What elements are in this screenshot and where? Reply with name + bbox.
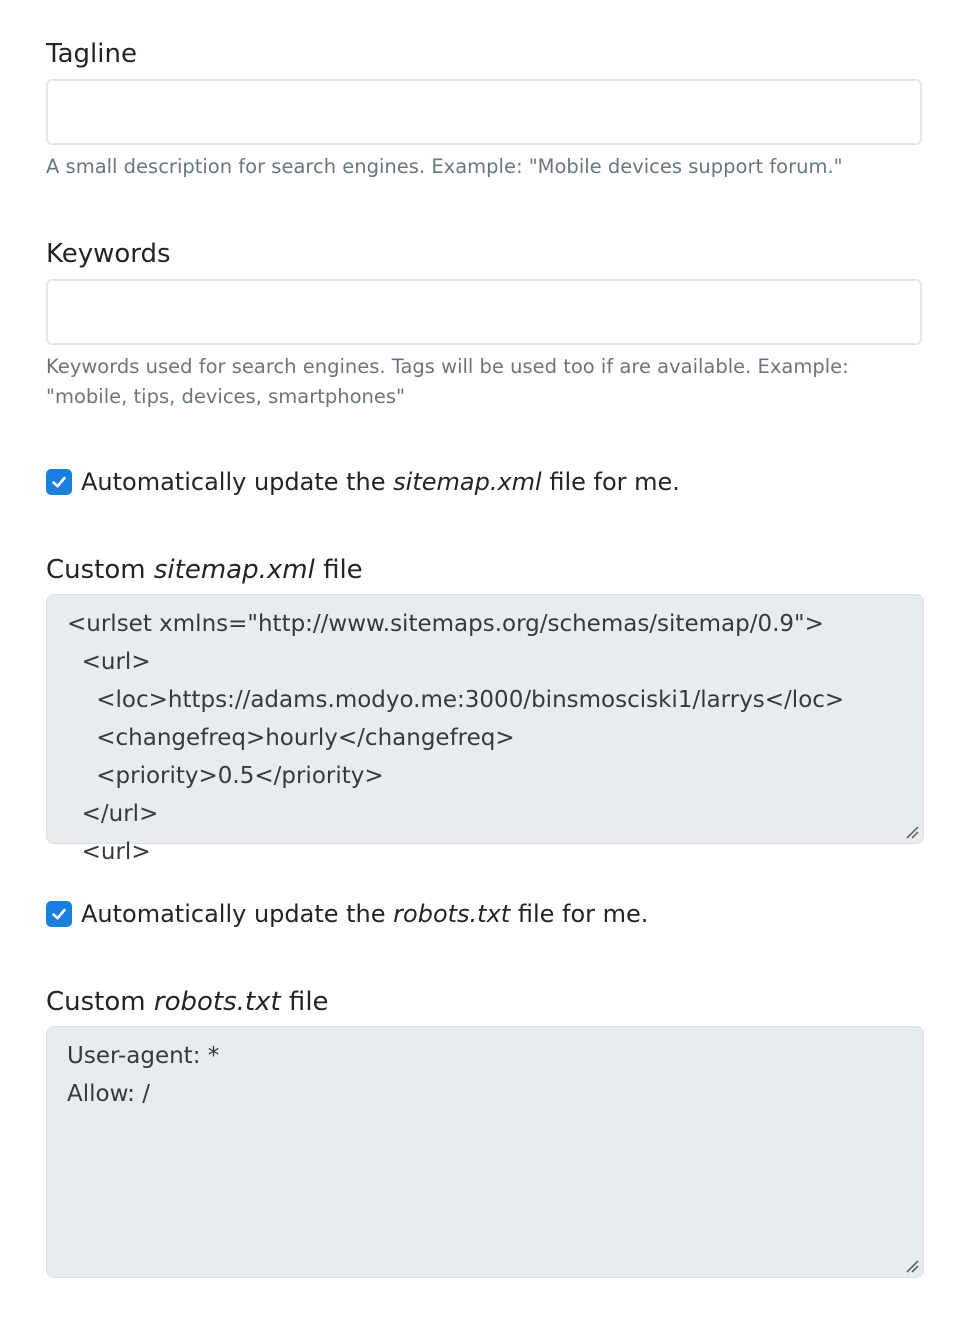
sitemap-line: <url> <box>67 839 151 865</box>
robots-label-after: file <box>280 987 329 1017</box>
robots-auto-text-before: Automatically update the <box>81 900 394 928</box>
sitemap-auto-label <box>81 467 680 497</box>
robots-auto-text-after: file for me. <box>510 900 649 928</box>
keywords-input[interactable] <box>46 279 922 345</box>
robots-label-before: Custom <box>46 987 154 1017</box>
robots-auto-row[interactable] <box>46 899 648 929</box>
checkmark-icon <box>50 905 68 923</box>
sitemap-label-after: file <box>314 555 363 585</box>
tagline-label: Tagline <box>46 39 137 69</box>
sitemap-line: <loc>https://adams.modyo.me:3000/binsmosciski1/larrys</loc> <box>67 687 845 713</box>
sitemap-custom-label <box>46 554 363 586</box>
sitemap-textarea[interactable] <box>46 594 924 865</box>
sitemap-auto-file: sitemap.xml <box>393 468 542 496</box>
sitemap-line: <priority>0.5</priority> <box>67 763 384 789</box>
sitemap-auto-text-before: Automatically update the <box>81 468 394 496</box>
robots-auto-label <box>81 899 648 929</box>
robots-auto-file: robots.txt <box>393 900 511 928</box>
sitemap-auto-text-after: file for me. <box>541 468 680 496</box>
keywords-help: Keywords used for search engines. Tags will be used too if are available. Example: "mobile, tips, devices, smartphones" <box>46 355 849 408</box>
resize-handle-icon[interactable] <box>905 1259 919 1273</box>
sitemap-line: <url> <box>67 649 151 675</box>
robots-line: Allow: / <box>67 1081 150 1107</box>
robots-line: User-agent: * <box>67 1043 220 1069</box>
robots-auto-checkbox[interactable] <box>46 901 72 927</box>
resize-handle-icon[interactable] <box>905 825 919 839</box>
tagline-help: A small description for search engines. Example: "Mobile devices support forum." <box>46 155 843 178</box>
robots-label-file: robots.txt <box>153 987 281 1017</box>
sitemap-auto-row[interactable] <box>46 467 680 497</box>
checkmark-icon <box>50 473 68 491</box>
sitemap-line: <changefreq>hourly</changefreq> <box>67 725 515 751</box>
keywords-label: Keywords <box>46 239 171 269</box>
robots-custom-label <box>46 986 329 1018</box>
sitemap-label-file: sitemap.xml <box>153 555 315 585</box>
sitemap-line: <urlset xmlns="http://www.sitemaps.org/schemas/sitemap/0.9"> <box>67 611 824 637</box>
sitemap-auto-checkbox[interactable] <box>46 469 72 495</box>
tagline-input[interactable] <box>46 79 922 145</box>
sitemap-line: </url> <box>67 801 159 827</box>
robots-textarea[interactable] <box>46 1026 924 1278</box>
sitemap-label-before: Custom <box>46 555 154 585</box>
